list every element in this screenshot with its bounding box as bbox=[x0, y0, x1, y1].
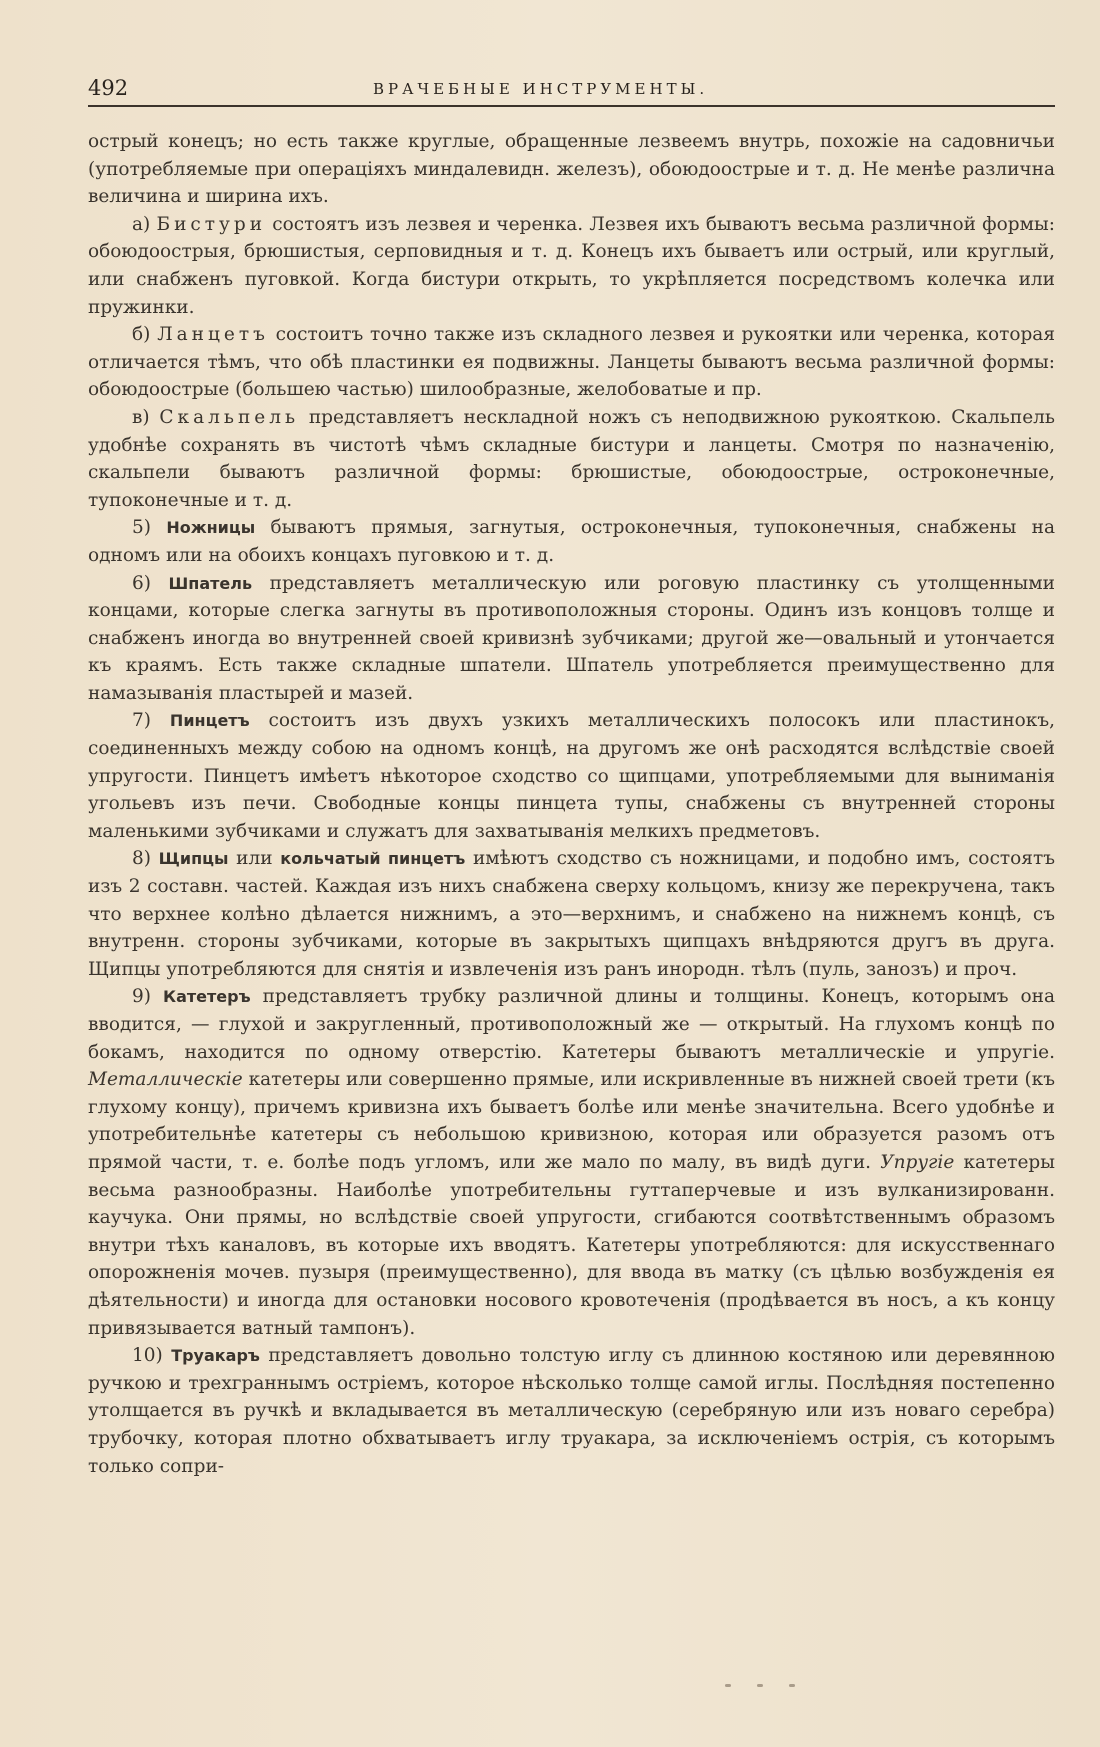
paragraph-text: катетеры весьма разнообразны. Наиболѣе употребительны гуттаперчевые и изъ вулканизированн. каучука. Они прямы, но вслѣдствіе своей упругости, сгибаются соотвѣтственнымъ образомъ внутри тѣхъ каналовъ, въ которые ихъ вводятъ. Катетеры употребляются: для искусственнаго опорожненія мочев. пузыря (преимущественно), для ввода въ матку (съ цѣлью возбужденія ея дѣятельности) и иногда для остановки носового кровотеченія (продѣвается въ носъ, а къ концу привязывается ватный тампонъ). bbox=[88, 1151, 1055, 1339]
paragraph-text: представляетъ трубку различной длины и толщины. Конецъ, которымъ она вводится, — глухой и закругленный, противоположный же — открытый. На глухомъ концѣ по бокамъ, находится по одному отверстію. Катетеры бываютъ металлическіе и упругіе. bbox=[88, 986, 1055, 1063]
paragraph-text: бываютъ прямыя, загнутыя, остроконечныя, тупоконечныя, снабжены на одномъ или на обоихъ концахъ пуговкою и т. д. bbox=[88, 517, 1055, 566]
italic-term: Металлическіе bbox=[88, 1069, 243, 1091]
item-term: Труакаръ bbox=[171, 1346, 260, 1366]
paragraph-text: состоятъ изъ лезвея и черенка. Лезвея ихъ бываютъ весьма различной формы: обоюдоострыя, брюшистыя, серповидныя и т. д. Конецъ ихъ бываетъ или острый, или круглый, или снабженъ пуговкой. Когда бистури открыть, то укрѣпляется посредствомъ колечка или пружинки. bbox=[88, 213, 1055, 318]
item-term: Катетеръ bbox=[162, 987, 251, 1007]
paragraph-text: катетеры или совершенно прямые, или искривленные въ нижней своей трети (къ глухому концу), причемъ кривизна ихъ бываетъ болѣе или менѣе значительна. Всего удобнѣе и употребительнѣе катетеры съ небольшою кривизною, которая или образуется разомъ отъ прямой части, т. е. болѣе подъ угломъ, или же мало по малу, въ видѣ дуги. bbox=[88, 1069, 1055, 1173]
paragraph-continuation bbox=[88, 128, 1055, 211]
paragraph-bistouri bbox=[88, 211, 1055, 321]
item-label: 9) bbox=[132, 986, 151, 1008]
paragraph-text: или bbox=[236, 848, 273, 870]
item-term: Ножницы bbox=[166, 518, 256, 538]
paragraph-text: представляетъ довольно толстую иглу съ длинною костяною или деревянною ручкою и трехграннымъ остріемъ, которое нѣсколько толще самой иглы. Послѣдняя постепенно утолщается въ ручкѣ и вкладывается въ металлическую (серебряную или изъ новаго серебра) трубочку, которая плотно обхватываетъ иглу труакара, за исключеніемъ острія, съ которымъ только сопри- bbox=[88, 1345, 1055, 1477]
item-label: б) bbox=[132, 324, 151, 346]
paragraph-text: состоитъ точно также изъ складного лезвея и рукоятки или черенка, которая отличается тѣмъ, что обѣ пластинки ея подвижны. Ланцеты бываютъ весьма различной формы: обоюдоострые (большею частью) шилообразные, желобоватые и пр. bbox=[88, 324, 1056, 401]
item-term: Щипцы bbox=[158, 849, 229, 869]
running-head: ВРАЧЕБНЫЕ ИНСТРУМЕНТЫ. bbox=[373, 80, 709, 98]
paragraph-lancet bbox=[88, 321, 1055, 404]
paragraph-text: представляетъ металлическую или роговую пластинку съ утолщенными концами, которые слегка загнуты въ противоположныя стороны. Одинъ изъ концовъ толще и снабженъ иногда во внутренней своей кривизнѣ зубчиками; другой же—овальный и утончается къ краямъ. Есть также складные шпатели. Шпатель употребляется преимущественно для намазыванія пластырей и мазей. bbox=[88, 572, 1055, 704]
paragraph-text: состоитъ изъ двухъ узкихъ металлическихъ полосокъ или пластинокъ, соединенныхъ между собою на одномъ концѣ, на другомъ же онѣ расходятся вслѣдствіе своей упругости. Пинцетъ имѣетъ нѣкоторое сходство со щипцами, употребляемыми для выниманія угольевъ изъ печи. Свободные концы пинцета тупы, снабжены съ внутренней стороны маленькими зубчиками и служатъ для захватыванія мелкихъ предметовъ. bbox=[88, 710, 1055, 842]
item-label: 8) bbox=[132, 848, 151, 870]
item-label: а) bbox=[132, 213, 151, 235]
page-header bbox=[88, 72, 1055, 102]
item-term: Ланцетъ bbox=[157, 324, 269, 346]
item-label: 6) bbox=[132, 572, 151, 594]
paragraph-pincers bbox=[88, 845, 1055, 983]
item-label: в) bbox=[132, 406, 150, 428]
page-number: 492 bbox=[88, 76, 129, 100]
print-smudge bbox=[725, 1672, 845, 1678]
paragraph-trocar bbox=[88, 1342, 1055, 1480]
item-label: 10) bbox=[132, 1345, 163, 1367]
item-term: Скальпель bbox=[159, 406, 300, 428]
paragraph-text: представляетъ нескладной ножъ съ неподвижною рукояткою. Скальпель удобнѣе сохранять въ чистотѣ чѣмъ складные бистури и ланцеты. Смотря по назначенію, скальпели бываютъ различной формы: брюшистые, обоюдоострые, остроконечные, тупоконечные и т. д. bbox=[88, 406, 1055, 511]
header-rule bbox=[88, 105, 1055, 107]
paragraph-spatula bbox=[88, 570, 1055, 708]
item-term: Шпатель bbox=[168, 573, 253, 593]
paragraph-text: имѣютъ сходство съ ножницами, и подобно имъ, состоятъ изъ 2 составн. частей. Каждая изъ нихъ снабжена сверху кольцомъ, книзу же перекручена, такъ что верхнее колѣно дѣлается нижнимъ, а это—верхнимъ, и снабжено на нижнемъ концѣ, съ внутренн. стороны зубчиками, которые въ закрытыхъ щипцахъ внѣдряются другъ въ друга. Щипцы употребляются для снятія и извлеченія изъ ранъ инородн. тѣлъ (пуль, занозъ) и проч. bbox=[88, 848, 1055, 980]
item-term-secondary: кольчатый пинцетъ bbox=[280, 849, 466, 869]
item-label: 7) bbox=[132, 710, 151, 732]
item-label: 5) bbox=[132, 517, 151, 539]
item-term: Пинцетъ bbox=[169, 711, 250, 731]
paragraph-forceps bbox=[88, 707, 1055, 845]
item-term: Бистури bbox=[156, 213, 267, 235]
body-text bbox=[88, 128, 1055, 1480]
paragraph-text: острый конецъ; но есть также круглые, обращенные лезвеемъ внутрь, похожіе на садовничьи (употребляемые при операціяхъ миндалевидн. железъ), обоюдоострые и т. д. Не менѣе различна величина и ширина ихъ. bbox=[88, 131, 1055, 208]
paragraph-scissors bbox=[88, 514, 1055, 569]
italic-term: Упругіе bbox=[880, 1151, 955, 1173]
paragraph-scalpel bbox=[88, 404, 1055, 514]
paragraph-catheter bbox=[88, 983, 1055, 1342]
